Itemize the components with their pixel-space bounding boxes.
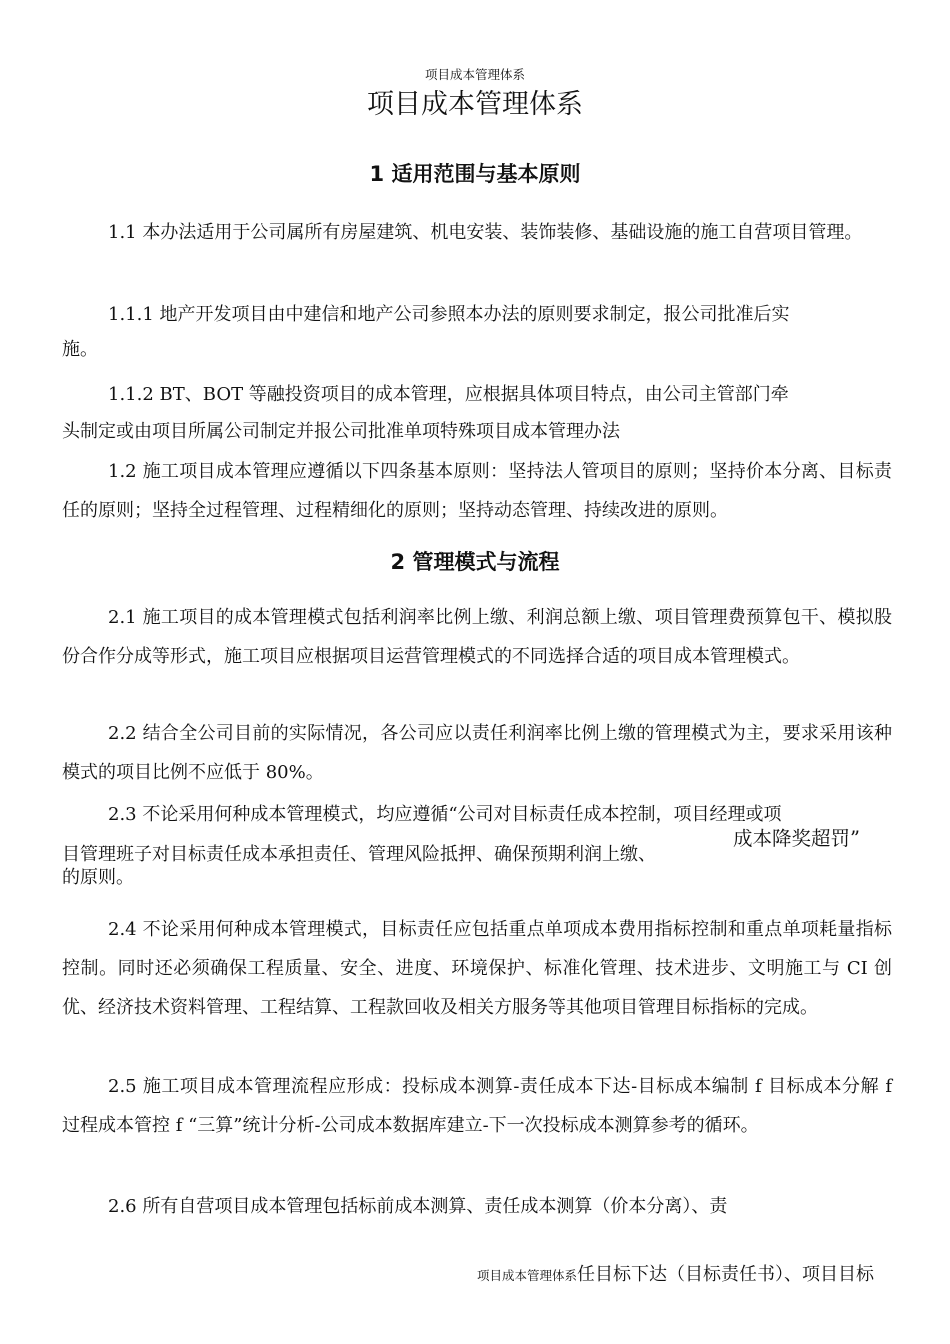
document-title: 项目成本管理体系 xyxy=(367,89,583,120)
paragraph-2-2: 2.2 结合全公司目前的实际情况，各公司应以责任利润率比例上缴的管理模式为主，要求采用该种模式的项目比例不应低于 80%。 xyxy=(62,723,892,783)
paragraph-2-6: 2.6 所有自营项目成本管理包括标前成本测算、责任成本测算（价本分离）、责 xyxy=(108,1196,728,1217)
paragraph-2-5: 2.5 施工项目成本管理流程应形成：投标成本测算-责任成本下达-目标成本编制 f 目标成本分解 f 过程成本管控 f “三算”统计分析-公司成本数据库建立-下一次投标成本测算参考的循环。 xyxy=(62,1076,892,1136)
paragraph-2-3-line-1: 2.3 不论采用何种成本管理模式，均应遵循“公司对目标责任成本控制，项目经理或项 xyxy=(108,804,782,825)
paragraph-1-1-2-line-1: 1.1.2 BT、BOT 等融投资项目的成本管理，应根据具体项目特点，由公司主管部门牵 xyxy=(108,384,789,405)
footer-continuation-text: 任目标下达（目标责任书）、项目目标 xyxy=(577,1264,874,1285)
paragraph-2-3-line-2: 目管理班子对目标责任成本承担责任、管理风险抵押、确保预期利润上缴、 xyxy=(62,844,656,865)
section-1-heading: 1 适用范围与基本原则 xyxy=(369,162,581,186)
paragraph-1-2: 1.2 施工项目成本管理应遵循以下四条基本原则：坚持法人管项目的原则；坚持价本分离、目标责任的原则；坚持全过程管理、过程精细化的原则；坚持动态管理、持续改进的原则。 xyxy=(62,461,892,521)
paragraph-1-1-2-line-2: 头制定或由项目所属公司制定并报公司批准单项特殊项目成本管理办法 xyxy=(62,421,620,442)
paragraph-2-4: 2.4 不论采用何种成本管理模式，目标责任应包括重点单项成本费用指标控制和重点单项耗量指标控制。同时还必须确保工程质量、安全、进度、环境保护、标准化管理、技术进步、文明施工与 CI 创优、经济技术资料管理、工程结算、工程款回收及相关方服务等其他项目管理目标指标的完成。 xyxy=(62,919,892,1018)
paragraph-2-1: 2.1 施工项目的成本管理模式包括利润率比例上缴、利润总额上缴、项目管理费预算包干、模拟股份合作分成等形式，施工项目应根据项目运营管理模式的不同选择合适的项目成本管理模式。 xyxy=(62,607,892,667)
running-header: 项目成本管理体系 xyxy=(424,67,525,82)
paragraph-1-1-1-line-1: 1.1.1 地产开发项目由中建信和地产公司参照本办法的原则要求制定，报公司批准后实 xyxy=(108,304,790,325)
page-footer xyxy=(477,1260,874,1286)
paragraph-2-3-line-3: 的原则。 xyxy=(62,867,134,888)
paragraph-2-3-overlay-text: 成本降奖超罚” xyxy=(733,827,860,850)
paragraph-1-1: 1.1 本办法适用于公司属所有房屋建筑、机电安装、装饰装修、基础设施的施工自营项目管理。 xyxy=(108,222,863,243)
footer-running-title: 项目成本管理体系 xyxy=(476,1268,577,1283)
paragraph-1-1-1-line-2: 施。 xyxy=(62,339,98,360)
section-2-heading: 2 管理模式与流程 xyxy=(390,550,560,574)
